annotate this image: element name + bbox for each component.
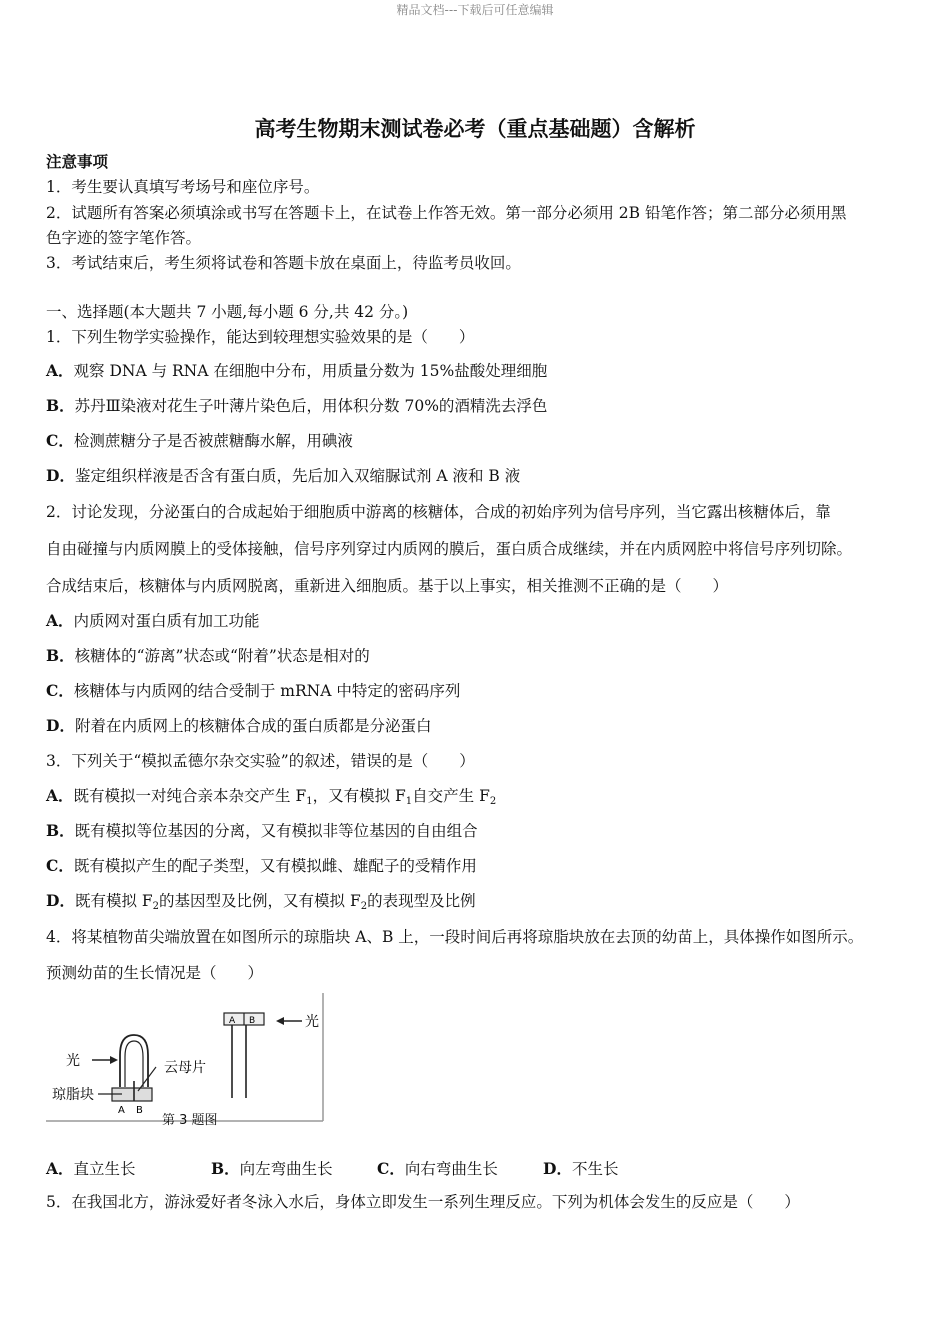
q3-option-b [46,821,478,841]
option-text: 既有模拟等位基因的分离，又有模拟非等位基因的自由组合 [74,822,478,840]
q3-option-a [46,786,496,812]
seedling-tip-inner [125,1041,143,1087]
fig-label-light: 光 [66,1053,80,1069]
option-text: 不生长 [571,1160,619,1178]
subscript: 2 [360,901,368,912]
page-header: 精品文档---下载后可任意编辑 [396,3,554,17]
q4-option-a [46,1157,211,1179]
q1-option-a [46,361,547,381]
seedling-diagram [46,993,324,1123]
option-text: 的基因型及比例，又有模拟 F [159,892,361,910]
option-text: 的表现型及比例 [367,892,476,910]
option-letter: B． [46,396,75,415]
option-text: 鉴定组织样液是否含有蛋白质，先后加入双缩脲试剂 A 液和 B 液 [74,467,521,485]
option-letter: B． [46,646,75,665]
option-text: 既有模拟产生的配子类型，又有模拟雌、雄配子的受精作用 [73,857,477,875]
light-arrow-right-head [276,1017,284,1025]
option-letter: C． [46,681,74,700]
notice-item: 3．考试结束后，考生须将试卷和答题卡放在桌面上，待监考员收回。 [46,254,521,272]
fig-label-agar: 琼脂块 [52,1087,94,1103]
q1-option-d [46,466,520,486]
option-text: 苏丹Ⅲ染液对花生子叶薄片染色后，用体积分数 70%的酒精洗去浮色 [74,397,548,415]
q2-stem: 合成结束后，核糖体与内质网脱离，重新进入细胞质。基于以上事实，相关推测不正确的是（ ） [46,577,729,595]
figure-caption: 第 3 题图 [162,1113,218,1128]
notice-item: 2．试题所有答案必须填涂或书写在答题卡上，在试卷上作答无效。第一部分必须用 2B 铅笔作答；第二部分必须用黑 [46,204,847,222]
fig-label-mica: 云母片 [164,1060,206,1076]
option-letter: A． [46,1159,74,1178]
q1-stem: 1．下列生物学实验操作，能达到较理想实验效果的是（ ） [46,328,475,346]
subscript: 2 [152,901,160,912]
fig-label-b-top: B [249,1016,256,1026]
option-text: 既有模拟 F [74,892,153,910]
page-title: 高考生物期末测试卷必考（重点基础题）含解析 [254,117,696,141]
notice-item: 色字迹的签字笔作答。 [46,229,202,247]
q4-options [46,1157,618,1179]
q4-stem: 预测幼苗的生长情况是（ ） [46,964,264,982]
q2-option-d [46,716,431,736]
q2-option-c [46,681,460,701]
option-text: 核糖体的“游离”状态或“附着”状态是相对的 [74,647,370,665]
option-text: ，又有模拟 F [312,787,406,805]
seedling-tip-shape [120,1035,148,1087]
fig-label-b: B [136,1105,143,1116]
option-text: 附着在内质网上的核糖体合成的蛋白质都是分泌蛋白 [74,717,432,735]
notice-item: 1．考生要认真填写考场号和座位序号。 [46,178,320,196]
option-letter: D． [46,466,75,485]
q3-option-d [46,891,476,917]
q4-option-c [377,1157,543,1179]
option-letter: B． [46,821,75,840]
q2-stem: 2．讨论发现，分泌蛋白的合成起始于细胞质中游离的核糖体，合成的初始序列为信号序列，当它露出核糖体后，靠 [46,503,831,521]
fig-label-a-top: A [229,1016,236,1026]
light-arrow-head [110,1056,118,1064]
option-text: 观察 DNA 与 RNA 在细胞中分布，用质量分数为 15%盐酸处理细胞 [73,362,548,380]
q5-stem: 5．在我国北方，游泳爱好者冬泳入水后，身体立即发生一系列生理反应。下列为机体会发生的反应是（ ） [46,1193,800,1211]
q3-option-c [46,856,477,876]
q4-option-b [211,1157,377,1179]
subscript: 1 [306,796,313,807]
q1-option-b [46,396,547,416]
fig-label-a: A [118,1105,125,1116]
option-text: 检测蔗糖分子是否被蔗糖酶水解，用碘液 [73,432,353,450]
option-text: 核糖体与内质网的结合受制于 mRNA 中特定的密码序列 [73,682,461,700]
notice-heading: 注意事项 [46,152,109,171]
subscript: 1 [405,796,413,807]
option-letter: B． [211,1159,240,1178]
q4-stem: 4．将某植物苗尖端放置在如图所示的琼脂块 A、B 上，一段时间后再将琼脂块放在去顶的幼苗上，具体操作如图所示。 [46,928,864,946]
q4-option-d [543,1157,618,1179]
option-text: 向左弯曲生长 [239,1160,333,1178]
fig-label-light-right: 光 [305,1014,319,1030]
q2-stem: 自由碰撞与内质网膜上的受体接触，信号序列穿过内质网的膜后，蛋白质合成继续，并在内质网腔中将信号序列切除。 [46,540,853,558]
option-text: 向右弯曲生长 [404,1160,498,1178]
q4-figure [46,993,324,1123]
option-letter: A． [46,361,74,380]
option-letter: D． [543,1159,572,1178]
option-text: 内质网对蛋白质有加工功能 [73,612,260,630]
q1-option-c [46,431,353,451]
option-text: 自交产生 F [412,787,490,805]
subscript: 2 [489,796,497,807]
option-letter: A． [46,611,74,630]
option-letter: C． [377,1159,405,1178]
section-heading: 一、选择题(本大题共 7 小题,每小题 6 分,共 42 分。) [46,303,409,321]
q2-option-a [46,611,260,631]
q3-stem: 3．下列关于“模拟孟德尔杂交实验”的叙述，错误的是（ ） [46,752,475,770]
option-letter: C． [46,856,74,875]
option-letter: A． [46,786,74,805]
q2-option-b [46,646,370,666]
option-text: 直立生长 [73,1160,136,1178]
option-letter: D． [46,716,75,735]
option-letter: C． [46,431,74,450]
option-letter: D． [46,891,75,910]
option-text: 既有模拟一对纯合亲本杂交产生 F [73,787,307,805]
